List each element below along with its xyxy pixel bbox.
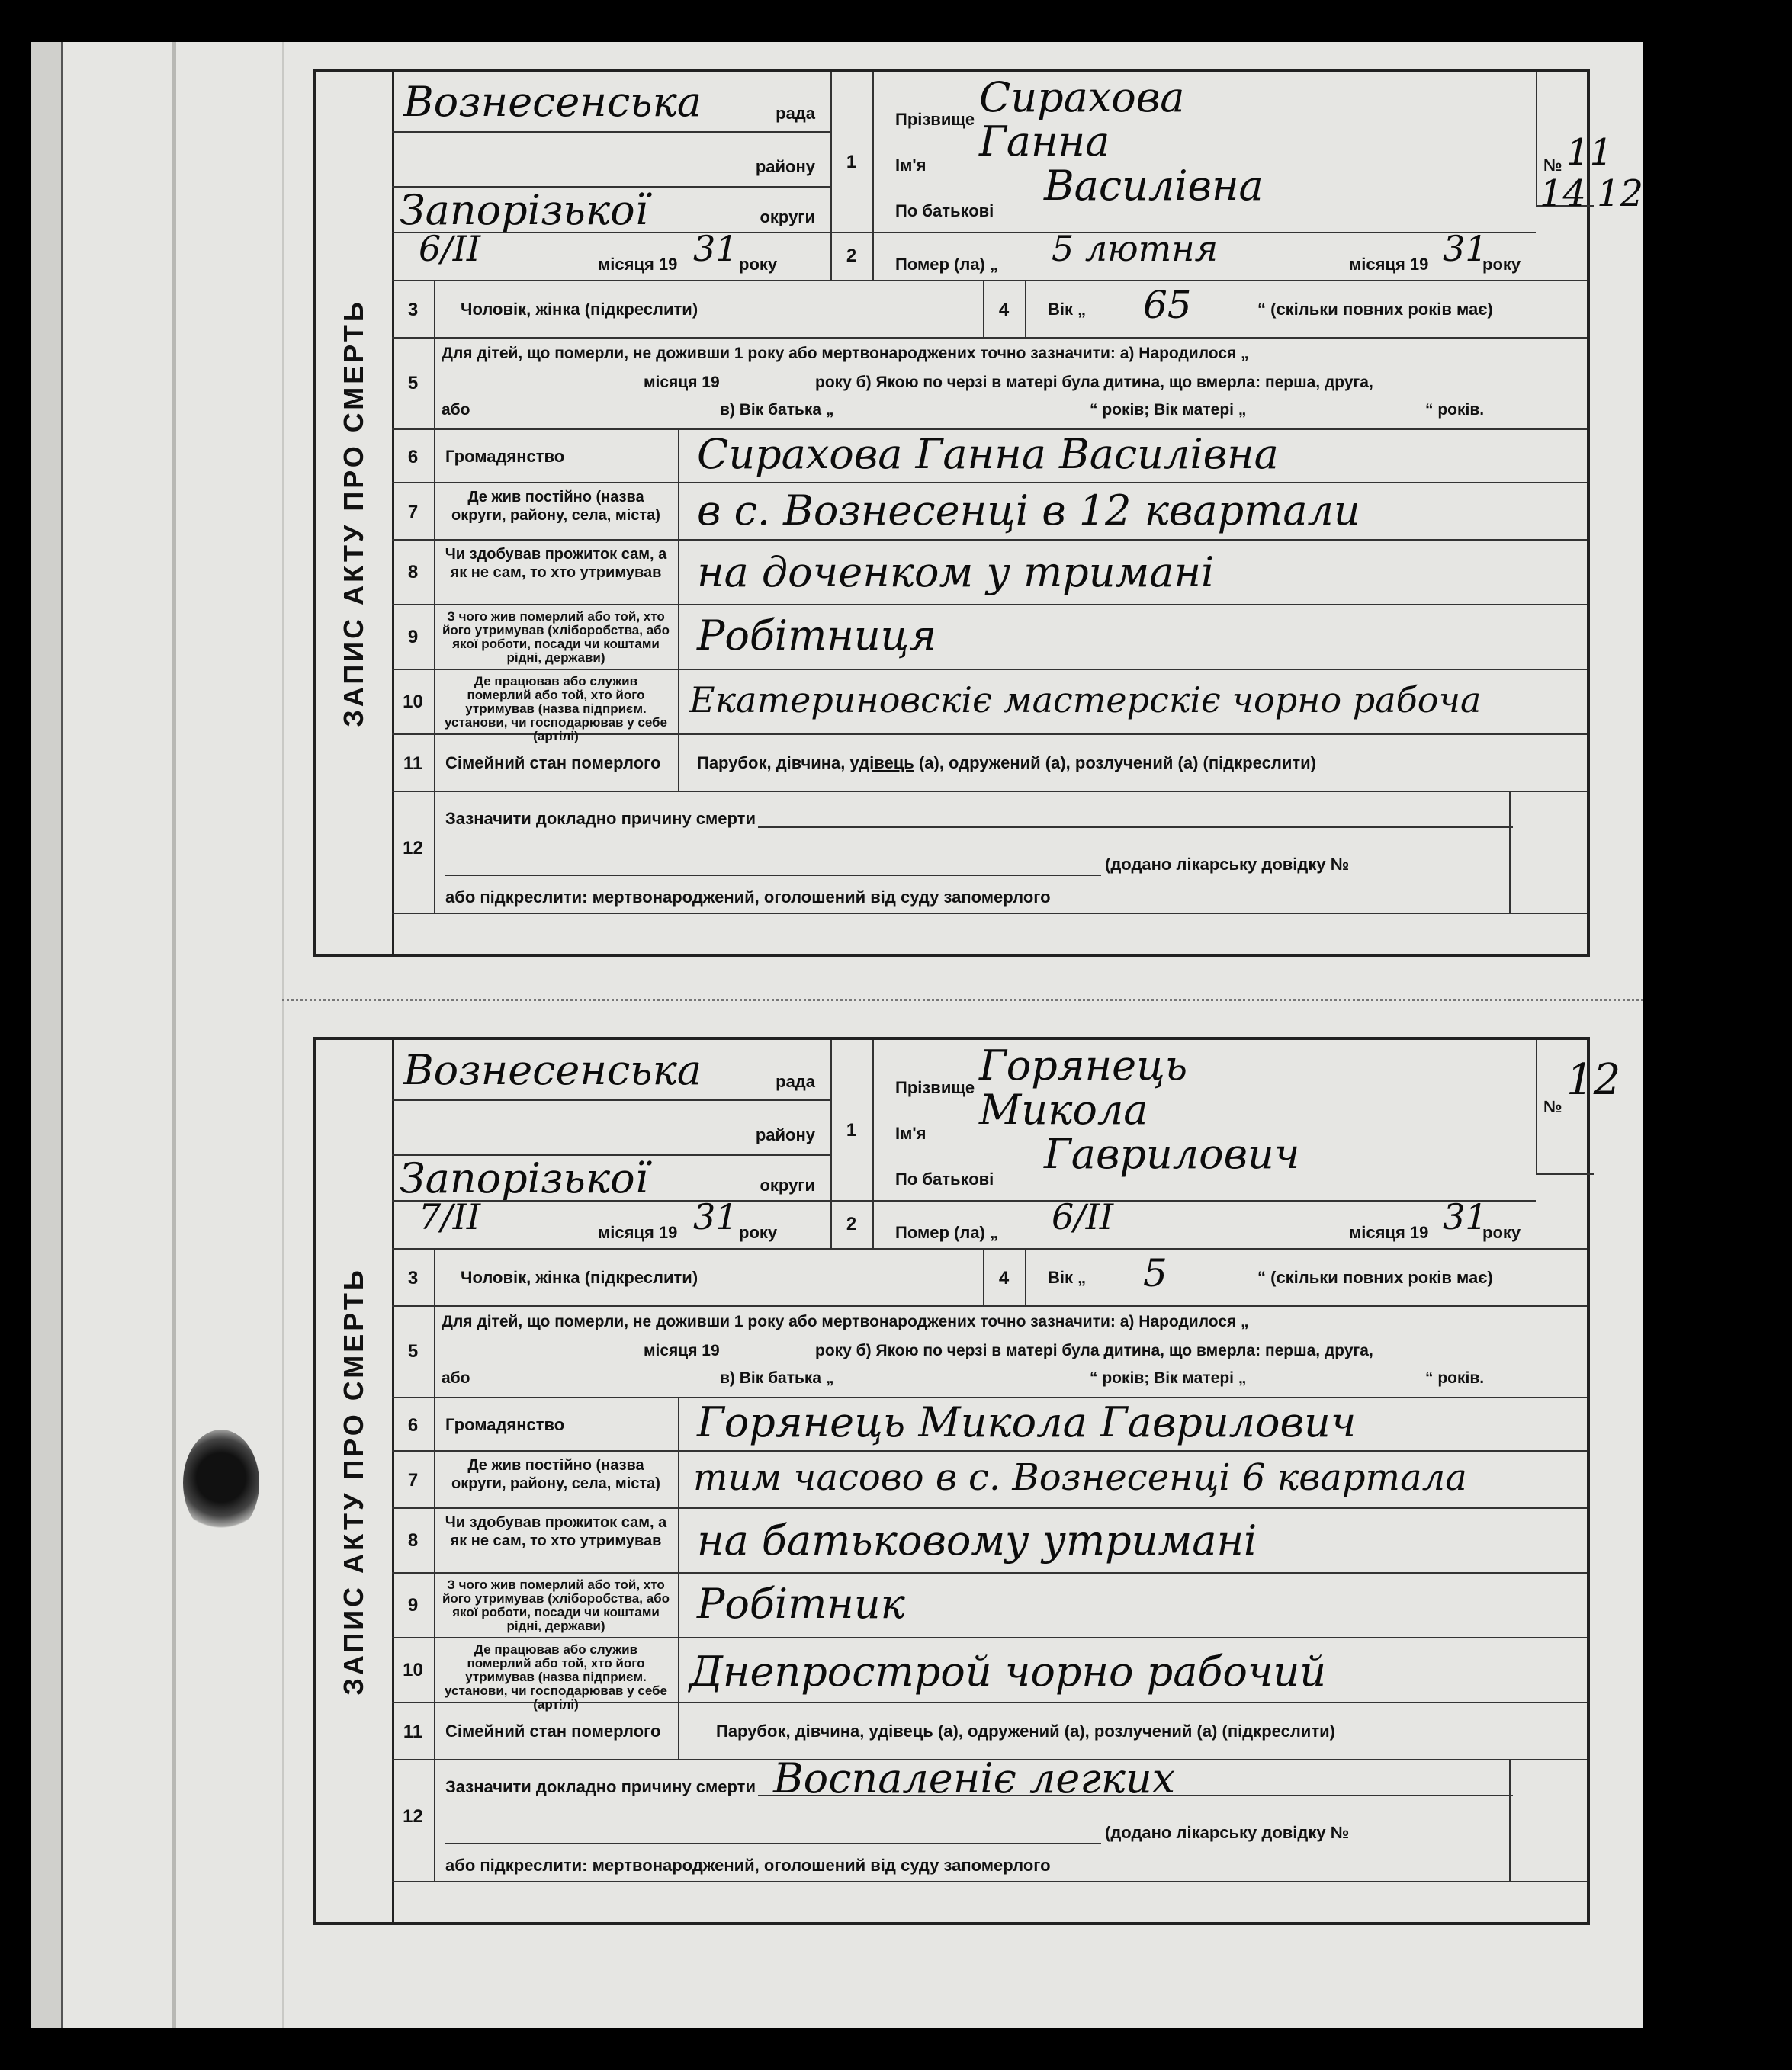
vertical-title: ЗАПИС АКТУ ПРО СМЕРТЬ [316, 72, 394, 954]
record-number-a: 11 [1566, 131, 1614, 174]
surname: Сирахова [979, 73, 1185, 121]
row-number-column: 1 2 [830, 1040, 874, 1250]
label-okruha: округи [760, 207, 815, 226]
age: 65 [1143, 283, 1192, 327]
surname: Горянець [979, 1041, 1188, 1090]
row-occupation: 9 З чого жив померлий або той, хто його утримував (хліборобства, або якої роботи, посади чи коштами рідні, держави) Робітник [392, 1574, 1587, 1638]
row-marital: 11 Сімейний стан померлого Парубок, дівчина, удівець (а), одружений (а), розлучений (а) (підкреслити) [392, 1703, 1587, 1760]
row-children: 5 Для дітей, що померли, не доживши 1 року або мертвонароджених точно зазначити: а) Народилося „ місяця 19 року б) Якою по черзі в матері була дитина, що вмерла: перша, друга, або в) Вік батька „ “ років; Вік матері „ “ років. [392, 1307, 1587, 1398]
row-occupation: 9 З чого жив померлий або той, хто його утримував (хліборобства, або якої роботи, посади чи коштами рідні, держави) Робітниця [392, 605, 1587, 670]
binding-edge [31, 42, 63, 2028]
label-rada: рада [776, 104, 815, 123]
row-number-column: 1 2 [830, 72, 874, 281]
label-misyatsia: місяця 19 [598, 255, 678, 274]
label-po-batkovi: По батькові [895, 201, 994, 220]
citizenship-value: Горянець Микола Гаврилович [697, 1398, 1357, 1446]
name-column: Прізвище Горянець Ім'я Микола По батькові Гаврилович Помер (ла) „ 6/II місяця 19 31 року [872, 1040, 1536, 1250]
council-name: Вознесенська [403, 78, 702, 126]
death-record-card-1 [313, 69, 1644, 957]
occupation-value: Робітниця [697, 611, 937, 660]
death-day: 5 лютня [1052, 228, 1219, 269]
label-vik-note: “ (скільки повних років має) [1257, 300, 1493, 319]
workplace-value: Екатериновскіє мастерскіє чорно рабоча [689, 679, 1482, 720]
patronymic: Гаврилович [1044, 1130, 1300, 1178]
registration-year: 31 [693, 228, 738, 269]
row-marital: 11 Сімейний стан померлого Парубок, дівчина, удівець (а), одружений (а), розлучений (а) (підкреслити) [392, 735, 1587, 792]
row-workplace: 10 Де працював або служив померлий або той, хто його утримував (назва підприєм. установи, чи господарював у себе (артілі) Екатериновскіє мастерскіє чорно рабоча [392, 670, 1587, 735]
okruha-name: Запорізької [400, 186, 648, 234]
patronymic: Василівна [1044, 162, 1264, 210]
perforation-line [282, 999, 1643, 1001]
row-citizenship: 6 Громадянство Горянець Микола Гаврилович [392, 1398, 1587, 1452]
row-gender-age: 3 Чоловік, жінка (підкреслити) 4 Вік „ 65 “ (скільки повних років має) [392, 281, 1587, 339]
okruha-name: Запорізької [400, 1154, 648, 1202]
page-fold [172, 42, 176, 2028]
header-block [392, 72, 1644, 281]
record-number: 12 [1566, 1055, 1621, 1105]
record-number-c: 12 [1597, 172, 1644, 215]
row-residence: 7 Де жив постійно (назва округи, району, села, міста) тим часово в с. Вознесенці 6 квартала [392, 1452, 1587, 1509]
citizenship-value: Сирахова Ганна Василівна [697, 430, 1279, 478]
registration-date: 6/II [419, 228, 481, 269]
label-prizvyshche: Прізвище [895, 110, 975, 129]
row-supported: 8 Чи здобував прожиток сам, а як не сам, то хто утримував на батьковому утримані [392, 1509, 1587, 1574]
supported-value: на доченком у тримані [697, 548, 1215, 596]
row-gender-age: 3 Чоловік, жінка (підкреслити) 4 Вік „ 5 “ (скільки повних років має) [392, 1250, 1587, 1307]
label-pomer: Помер (ла) „ [895, 255, 998, 274]
row-residence: 7 Де жив постійно (назва округи, району, села, міста) в с. Вознесенці в 12 квартали [392, 483, 1587, 541]
registration-year: 31 [693, 1196, 738, 1237]
vertical-title: ЗАПИС АКТУ ПРО СМЕРТЬ [316, 1040, 394, 1922]
cause-value: Воспаленіє легких [773, 1754, 1176, 1802]
death-year: 31 [1443, 228, 1488, 269]
label-raion: району [755, 157, 815, 176]
label-misyatsia2: місяця 19 [1349, 255, 1429, 274]
death-record-card-2 [313, 1037, 1621, 1925]
marital-options: Парубок, дівчина, удівець (а), одружений (а), розлучений (а) (підкреслити) [716, 1722, 1335, 1741]
record-number-b: 14 [1540, 172, 1587, 215]
council-name: Вознесенська [403, 1046, 702, 1094]
label-no: № [1543, 156, 1562, 175]
council-column [392, 72, 832, 281]
death-year: 31 [1443, 1196, 1488, 1237]
row-cause: 12 Зазначити докладно причину смерти Воспаленіє легких (додано лікарську довідку № або підкреслити: мертвонароджений, оголошений від суду запомерлого [392, 1760, 1587, 1882]
punch-hole [183, 1430, 259, 1536]
first-name: Микола [979, 1086, 1148, 1134]
archival-page [31, 42, 1643, 2028]
label-roku: року [739, 255, 778, 274]
row-children: 5 Для дітей, що померли, не доживши 1 року або мертвонароджених точно зазначити: а) Народилося „ місяця 19 року б) Якою по черзі в матері була дитина, що вмерла: перша, друга, або в) Вік батька „ “ років; Вік матері „ “ років. [392, 339, 1587, 430]
header-block: Вознесенська рада району Запорізької округи 7/II місяця 19 31 року 1 2 Прізвище Горянець Ім'я Микола По батькові Гаврилович Помер (ла) „ 6/II місяця 19 31 року № 12 [392, 1040, 1587, 1250]
supported-value: на батьковому утримані [697, 1516, 1257, 1565]
marital-options: Парубок, дівчина, удівець (а), одружений (а), розлучений (а) (підкреслити) [697, 753, 1316, 772]
registration-date: 7/II [419, 1196, 481, 1237]
residence-value: в с. Вознесенці в 12 квартали [697, 486, 1360, 534]
death-day: 6/II [1052, 1196, 1114, 1237]
first-name: Ганна [979, 117, 1110, 165]
occupation-value: Робітник [697, 1580, 905, 1628]
residence-value: тим часово в с. Вознесенці 6 квартала [693, 1456, 1467, 1499]
row-supported: 8 Чи здобував прожиток сам, а як не сам, то хто утримував на доченком у тримані [392, 541, 1587, 605]
council-column: Вознесенська рада району Запорізької округи 7/II місяця 19 31 року [392, 1040, 832, 1250]
marital-selected: удівець [849, 753, 914, 772]
name-column [872, 72, 1536, 281]
label-cholovik: Чоловік, жінка (підкреслити) [461, 300, 698, 319]
page-fold-secondary [282, 42, 284, 2028]
row-cause: 12 Зазначити докладно причину смерти (додано лікарську довідку № або підкреслити: мертвонароджений, оголошений від суду запомерлого [392, 792, 1587, 914]
label-roku2: року [1482, 255, 1521, 274]
row-workplace: 10 Де працював або служив померлий або той, хто його утримував (назва підприєм. установи, чи господарював у себе (артілі) Днепрострой чорно рабочий [392, 1638, 1587, 1703]
label-vik: Вік „ [1048, 300, 1087, 319]
row-citizenship: 6 Громадянство Сирахова Ганна Василівна [392, 430, 1587, 483]
workplace-value: Днепрострой чорно рабочий [689, 1648, 1327, 1696]
age: 5 [1143, 1251, 1167, 1295]
label-imia: Ім'я [895, 156, 927, 175]
